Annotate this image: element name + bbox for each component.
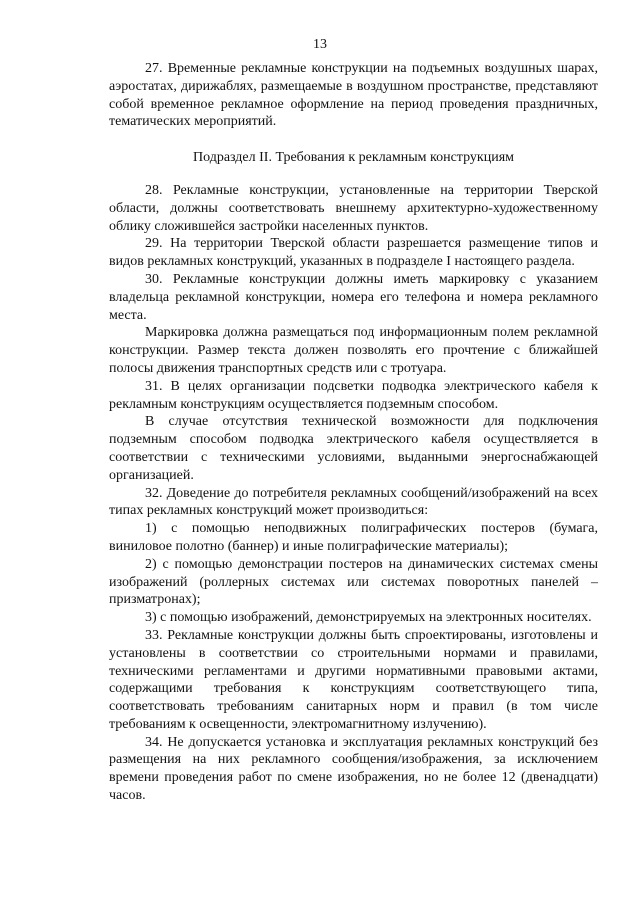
list-item-2: 2) с помощью демонстрации постеров на динамических системах смены изображений (роллерных системах или системах поворотных панелей – призматронах); bbox=[109, 556, 598, 608]
paragraph-31: 31. В целях организации подсветки подводка электрического кабеля к рекламным конструкциям осуществляется подземным способом. bbox=[109, 378, 598, 412]
paragraph-cable: В случае отсутствия технической возможности для подключения подземным способом подводка электрического кабеля осуществляется в соответствии с техническими условиями, выданными энергоснабжающей организацией. bbox=[109, 414, 598, 483]
subsection-heading: Подраздел II. Требования к рекламным конструкциям bbox=[192, 150, 514, 166]
list-item-1: 1) с помощью неподвижных полиграфических постеров (бумага, виниловое полотно (баннер) и иные полиграфические материалы); bbox=[109, 521, 598, 554]
paragraph-33: 33. Рекламные конструкции должны быть спроектированы, изготовлены и установлены в соответствии со строительными нормами и правилами, техническими регламентами и другими нормативными правовыми актами, содержащими требования к конструкциям соответствующего типа, соответствовать требованиям санитарных норм и правил (в том числе требованиям к освещенности, электромагнитному излучению). bbox=[109, 627, 598, 732]
list-item-3: 3) с помощью изображений, демонстрируемых на электронных носителях. bbox=[145, 610, 592, 626]
paragraph-marking: Маркировка должна размещаться под информационным полем рекламной конструкции. Размер текста должен позволять его прочтение с ближайшей полосы движения транспортных средств или с тротуара. bbox=[109, 325, 598, 376]
document-body bbox=[109, 60, 598, 805]
paragraph-30: 30. Рекламные конструкции должны иметь маркировку с указанием владельца рекламной конструкции, номера его телефона и номера рекламного места. bbox=[109, 271, 598, 323]
paragraph-27: 27. Временные рекламные конструкции на подъемных воздушных шарах, аэростатах, дирижаблях, размещаемые в воздушном пространстве, представляют собой временное рекламное оформление на период проведения праздничных, тематических мероприятий. bbox=[109, 61, 598, 130]
paragraph-32: 32. Доведение до потребителя рекламных сообщений/изображений на всех типах рекламных конструкций может производиться: bbox=[109, 485, 598, 519]
paragraph-28: 28. Рекламные конструкции, установленные на территории Тверской области, должны соответствовать внешнему архитектурно-художественному облику сложившейся застройки населенных пунктов. bbox=[109, 182, 598, 234]
page-number: 13 bbox=[313, 37, 327, 52]
paragraph-29: 29. На территории Тверской области разрешается размещение типов и видов рекламных конструкций, указанных в подразделе I настоящего раздела. bbox=[109, 236, 598, 270]
paragraph-34: 34. Не допускается установка и эксплуатация рекламных конструкций без размещения на них рекламного сообщения/изображения, за исключением времени проведения работ по смене изображения, но не более 12 (двенадцати) часов. bbox=[109, 734, 598, 804]
